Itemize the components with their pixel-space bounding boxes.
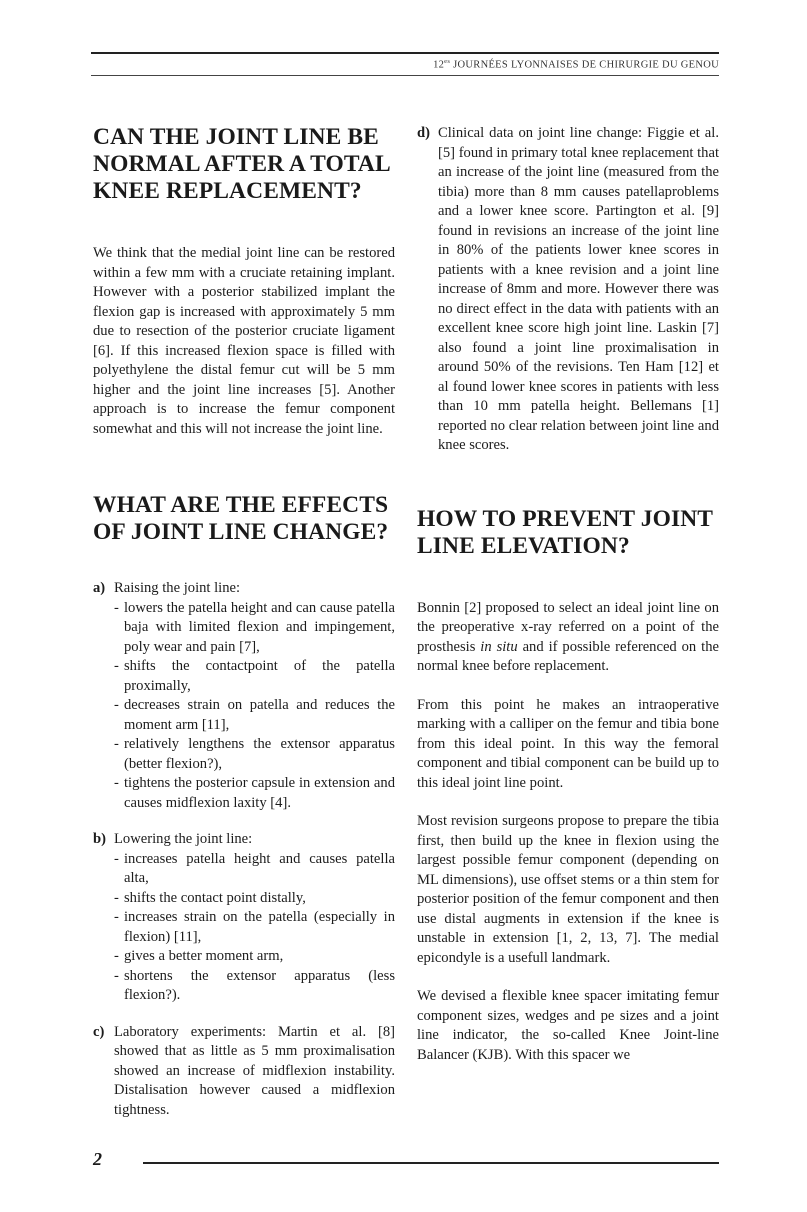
bullet-a-1: - lowers the patella height and can cause patella baja with limited flexion and impingement, poly wear and pain [7],	[114, 599, 395, 655]
bullet-b-4: - gives a better moment arm,	[114, 948, 284, 964]
header-rule	[91, 75, 719, 76]
paragraph-bonnin: Bonnin [2] proposed to select an ideal joint line on the preoperative x-ray referred on a point of the prosthesis in situ and if possible referenced on the normal knee before replacement.	[417, 599, 719, 674]
bullet-a-5: - tightens the posterior capsule in extension and causes midflexion laxity [4].	[114, 775, 395, 811]
list-item-c	[93, 1023, 395, 1121]
heading-joint-line-normal: CAN THE JOINT LINE BE NORMAL AFTER A TOTAL KNEE REPLACEMENT?	[93, 124, 390, 204]
bullet-b-1: - increases patella height and causes patella alta,	[114, 850, 395, 886]
item-text-d: Clinical data on joint line change: Figgie et al. [5] found in primary total knee replacement that an increase of the joint line (measured from the tibia) more than 8 mm causes patellaproblems and a lower knee score. Partington et al. [9] found in revisions an increase of the joint line in 80% of the patients lower knee scores in patients with a knee revision and a joint line increase of 8mm and more. However there was no direct effect in the data with patients with an excellent knee score high joint line. Laskin [7] also found a joint line proximalisation in around 50% of the revisions. Ten Ham [12] et al found lower knee scores in patients with less than 10 mm patella height. Bellemans [1] reported no clear relation between joint line and knee scores.	[438, 125, 719, 453]
bullet-a-3: - decreases strain on patella and reduces the moment arm [11],	[114, 697, 395, 733]
paragraph-knee-spacer: We devised a flexible knee spacer imitating femur component sizes, wedges and pe sizes and a joint line indicator, the so-called Knee Joint-line Balancer (KJB). With this spacer we	[417, 988, 719, 1063]
bullet-b-2: - shifts the contact point distally,	[114, 889, 306, 906]
left-column	[93, 124, 395, 1120]
bullet-a-4: - relatively lengthens the extensor apparatus (better flexion?),	[114, 736, 395, 772]
list-item-d	[417, 124, 719, 456]
item-title-a: Raising the joint line:	[114, 580, 241, 596]
right-column	[417, 124, 719, 1065]
paragraph-intraoperative-marking: From this point he makes an intraoperative marking with a calliper on the femur and tibia bone from this ideal point. In this way the femoral component and tibial component can be build up to this ideal joint line point.	[417, 696, 719, 791]
item-letter-b: b)	[93, 831, 106, 847]
bullet-list-a	[114, 599, 395, 814]
header-title: JOURNÉES LYONNAISES DE CHIRURGIE DU GENOU	[453, 59, 719, 71]
bullet-b-3: - increases strain on the patella (especially in flexion) [11],	[114, 909, 395, 945]
list-item-b	[93, 830, 395, 1006]
heading-prevent-joint-line-elevation: HOW TO PREVENT JOINT LINE ELEVATION?	[417, 505, 713, 559]
paragraph-joint-line-restoration: We think that the medial joint line can be restored within a few mm with a cruciate retaining implant. However with a posterior stabilized implant the flexion gap is increased with approximately 5 mm due to resection of the posterior cruciate ligament [6]. If this increased flexion space is filled with polyethylene the distal femur cut will be 5 mm higher and the joint line increases [5]. Another approach is to increase the femur component somewhat and this will not increase the joint line.	[93, 245, 395, 437]
item-text-c: Laboratory experiments: Martin et al. [8] showed that as little as 5 mm proximalisation showed an increase of midflexion instability. Distalisation however caused a midflexion tightness.	[114, 1023, 395, 1118]
header-superscript: es	[444, 58, 451, 65]
bullet-b-5: - shortens the extensor apparatus (less flexion?).	[114, 967, 395, 1003]
item-letter-a: a)	[93, 580, 106, 596]
item-letter-d: d)	[417, 125, 430, 141]
italic-in-situ: in situ	[480, 638, 518, 655]
top-rule	[91, 52, 719, 54]
footer-rule	[143, 1162, 719, 1164]
page-number: 2	[93, 1149, 102, 1169]
bullet-a-2: - shifts the contactpoint of the patella proximally,	[114, 658, 395, 694]
item-letter-c: c)	[93, 1023, 105, 1040]
list-item-a	[93, 579, 395, 813]
heading-effects-joint-line-change: WHAT ARE THE EFFECTS OF JOINT LINE CHANGE?	[93, 492, 389, 545]
bullet-list-b	[114, 850, 395, 1006]
paragraph-revision-surgeons: Most revision surgeons propose to prepare the tibia first, then build up the knee in flexion using the largest possible femur component (depending on ML dimensions), use offset stems or a thin stem for posterior position of the femur component and then use distal augments in extension if the knee is unstable in extension [1, 2, 13, 7]. The medial epicondyle is a usefull landmark.	[417, 813, 719, 966]
running-header	[433, 58, 719, 71]
header-number: 12	[433, 59, 445, 71]
item-title-b: Lowering the joint line:	[114, 831, 253, 847]
